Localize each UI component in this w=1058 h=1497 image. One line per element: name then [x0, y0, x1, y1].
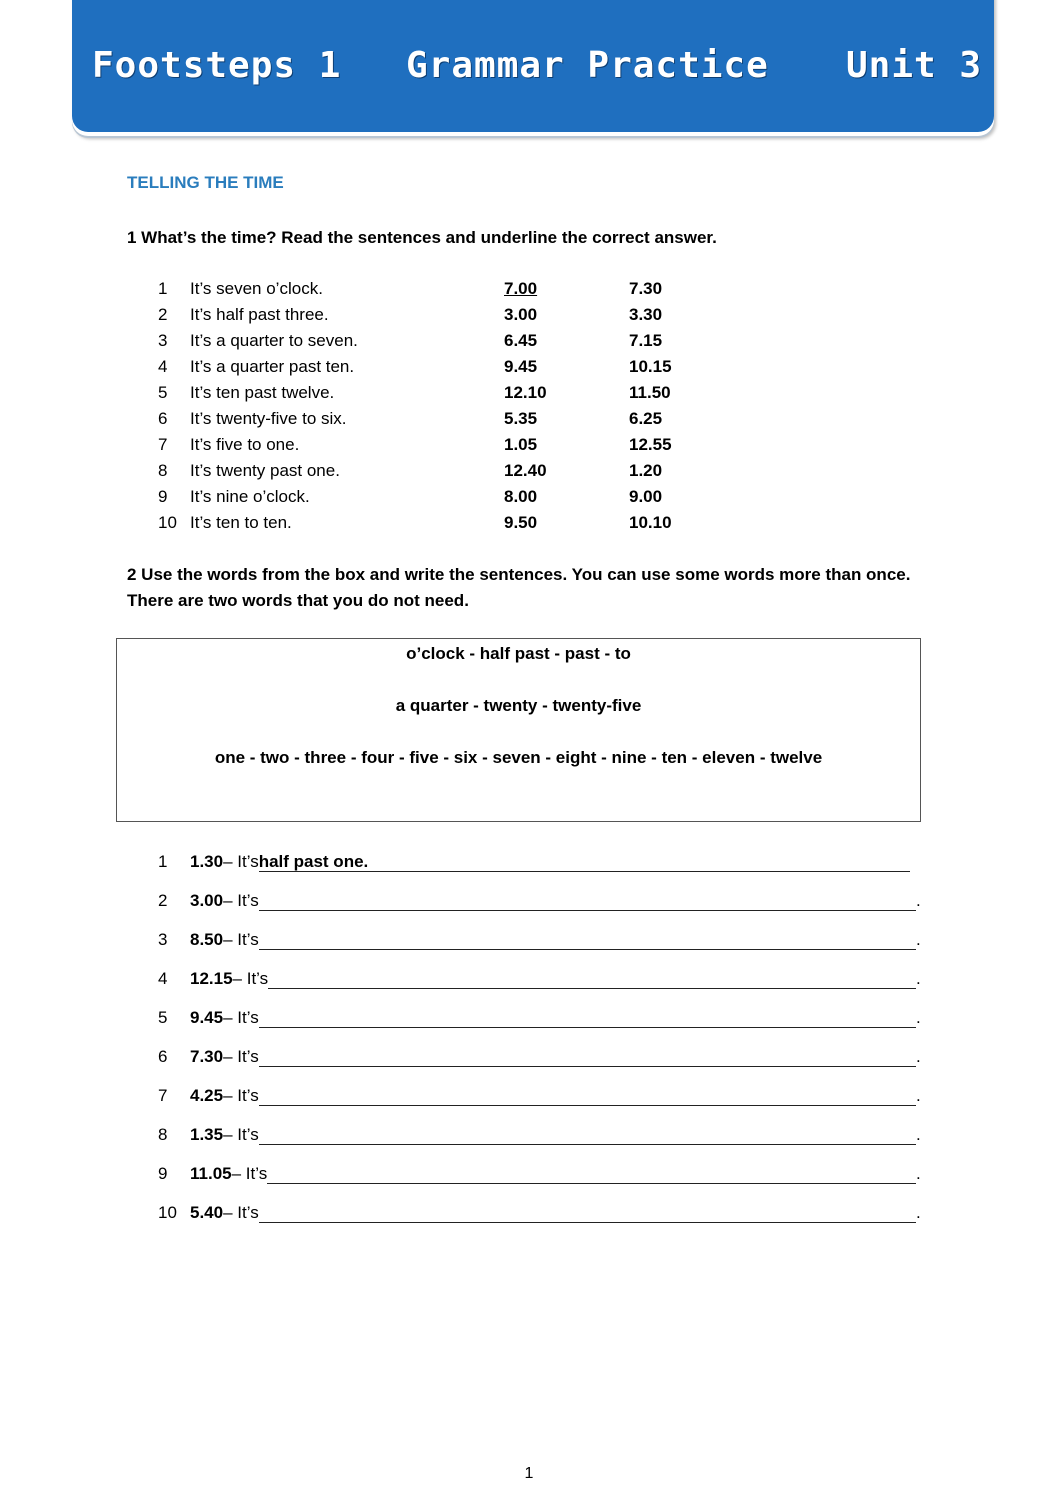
- word-box-line: a quarter - twenty - twenty-five: [395, 696, 642, 715]
- time-sentence: It’s a quarter to seven.: [190, 331, 358, 350]
- exercise2-row: [158, 1200, 928, 1239]
- answer-option-b[interactable]: 7.30: [629, 279, 663, 298]
- exercise2-row: [158, 1122, 928, 1161]
- unit-label: Unit 3: [846, 45, 983, 86]
- item-number: 10: [158, 1203, 177, 1222]
- answer-option-b[interactable]: 3.30: [629, 305, 663, 324]
- full-stop: .: [916, 1086, 921, 1105]
- answer-line[interactable]: [259, 910, 916, 911]
- answer-option-a[interactable]: 12.10: [504, 383, 547, 402]
- answer-option-b[interactable]: 6.25: [629, 409, 663, 428]
- full-stop: .: [916, 1203, 921, 1222]
- answer-option-a[interactable]: 7.00: [504, 279, 538, 298]
- answer-option-a[interactable]: 3.00: [504, 305, 538, 324]
- item-number: 4: [158, 357, 168, 376]
- exercise2-row: [158, 1161, 928, 1200]
- given-time: 5.40: [190, 1203, 224, 1222]
- item-number: 10: [158, 513, 177, 532]
- answer-line[interactable]: [259, 1144, 916, 1145]
- full-stop: .: [916, 1047, 921, 1066]
- item-number: 2: [158, 305, 168, 324]
- time-sentence: It’s twenty-five to six.: [190, 409, 347, 428]
- answer-line[interactable]: [268, 988, 916, 989]
- time-sentence: It’s half past three.: [190, 305, 329, 324]
- answer-option-b[interactable]: 7.15: [629, 331, 663, 350]
- answer-option-b[interactable]: 10.15: [629, 357, 672, 376]
- given-time: 7.30: [190, 1047, 224, 1066]
- time-sentence: It’s five to one.: [190, 435, 300, 454]
- exercise2-row: [158, 966, 928, 1005]
- exercise2-row: [158, 927, 928, 966]
- exercise1-row: [158, 380, 718, 406]
- its-label: – It’s: [223, 1203, 259, 1222]
- exercise1-row: [158, 432, 718, 458]
- time-sentence: It’s ten to ten.: [190, 513, 292, 532]
- item-number: 6: [158, 409, 168, 428]
- answer-line[interactable]: [259, 1027, 916, 1028]
- full-stop: .: [916, 1164, 921, 1183]
- answer-option-b[interactable]: 12.55: [629, 435, 672, 454]
- item-number: 3: [158, 930, 168, 949]
- time-sentence: It’s twenty past one.: [190, 461, 340, 480]
- exercise1-row: [158, 354, 718, 380]
- item-number: 3: [158, 331, 168, 350]
- exercise1-row: [158, 484, 718, 510]
- item-number: 8: [158, 461, 168, 480]
- section-title: TELLING THE TIME: [127, 173, 284, 192]
- its-label: – It’s: [232, 969, 269, 988]
- item-number: 6: [158, 1047, 168, 1066]
- exercise1-row: [158, 302, 718, 328]
- its-label: – It’s: [223, 891, 259, 910]
- word-box: [116, 638, 921, 822]
- page-number: 1: [524, 1465, 534, 1482]
- answer-option-a[interactable]: 9.45: [504, 357, 538, 376]
- item-number: 1: [158, 852, 168, 871]
- its-label: – It’s: [223, 1086, 259, 1105]
- answer-option-a[interactable]: 6.45: [504, 331, 538, 350]
- item-number: 4: [158, 969, 168, 988]
- item-number: 8: [158, 1125, 168, 1144]
- time-sentence: It’s nine o’clock.: [190, 487, 310, 506]
- item-number: 1: [158, 279, 168, 298]
- exercise2-row: [158, 1044, 928, 1083]
- its-label: – It’s: [223, 930, 259, 949]
- full-stop: .: [916, 1008, 921, 1027]
- its-label: – It’s: [223, 1125, 259, 1144]
- answer-line[interactable]: [259, 949, 916, 950]
- exercise1-row: [158, 276, 718, 302]
- answer-option-a[interactable]: 1.05: [504, 435, 538, 454]
- full-stop: .: [916, 1125, 921, 1144]
- full-stop: .: [916, 891, 921, 910]
- given-time: 4.25: [190, 1086, 224, 1105]
- its-label: – It’s: [223, 852, 259, 871]
- answer-option-a[interactable]: 5.35: [504, 409, 538, 428]
- book-title: Footsteps 1: [92, 45, 342, 86]
- time-sentence: It’s a quarter past ten.: [190, 357, 355, 376]
- answer-option-a[interactable]: 12.40: [504, 461, 547, 480]
- given-time: 8.50: [190, 930, 224, 949]
- given-time: 1.30: [190, 852, 224, 871]
- answer-option-b[interactable]: 9.00: [629, 487, 663, 506]
- exercise1-instruction: 1 What’s the time? Read the sentences and underline the correct answer.: [127, 228, 717, 247]
- answer-text: half past one.: [258, 852, 369, 871]
- answer-line[interactable]: [267, 1183, 916, 1184]
- given-time: 12.15: [190, 969, 233, 988]
- answer-option-b[interactable]: 10.10: [629, 513, 672, 532]
- exercise2-row: [158, 1083, 928, 1122]
- item-number: 9: [158, 1164, 168, 1183]
- answer-line[interactable]: [259, 1105, 916, 1106]
- item-number: 2: [158, 891, 168, 910]
- exercise2-row: [158, 888, 928, 927]
- exercise2-list: [158, 849, 928, 1239]
- answer-line[interactable]: [259, 871, 910, 872]
- exercise1-row: [158, 328, 718, 354]
- exercise1-row: [158, 510, 718, 536]
- its-label: – It’s: [223, 1047, 259, 1066]
- time-sentence: It’s seven o’clock.: [190, 279, 323, 298]
- answer-option-b[interactable]: 1.20: [629, 461, 663, 480]
- item-number: 5: [158, 383, 168, 402]
- answer-option-a[interactable]: 8.00: [504, 487, 538, 506]
- full-stop: .: [916, 930, 921, 949]
- exercise2-instruction: 2 Use the words from the box and write the sentences. You can use some words more than once. There are two words that you do not need.: [127, 565, 911, 610]
- given-time: 1.35: [190, 1125, 224, 1144]
- its-label: – It’s: [231, 1164, 268, 1183]
- exercise2-row: [158, 1005, 928, 1044]
- time-sentence: It’s ten past twelve.: [190, 383, 335, 402]
- answer-line[interactable]: [259, 1066, 916, 1067]
- item-number: 7: [158, 1086, 168, 1105]
- item-number: 9: [158, 487, 168, 506]
- answer-option-a[interactable]: 9.50: [504, 513, 538, 532]
- exercise1-row: [158, 458, 718, 484]
- word-box-line: o’clock - half past - past - to: [406, 644, 631, 663]
- exercise2-row: [158, 849, 928, 888]
- given-time: 9.45: [190, 1008, 224, 1027]
- full-stop: .: [916, 969, 921, 988]
- item-number: 5: [158, 1008, 168, 1027]
- given-time: 11.05: [190, 1164, 232, 1183]
- answer-line[interactable]: [259, 1222, 916, 1223]
- given-time: 3.00: [190, 891, 224, 910]
- exercise1-row: [158, 406, 718, 432]
- exercise1-list: [158, 276, 718, 536]
- word-box-line: one - two - three - four - five - six - seven - eight - nine - ten - eleven - twelve: [214, 748, 823, 767]
- answer-option-b[interactable]: 11.50: [629, 383, 671, 402]
- its-label: – It’s: [223, 1008, 259, 1027]
- item-number: 7: [158, 435, 168, 454]
- worksheet-title: Grammar Practice: [406, 45, 769, 86]
